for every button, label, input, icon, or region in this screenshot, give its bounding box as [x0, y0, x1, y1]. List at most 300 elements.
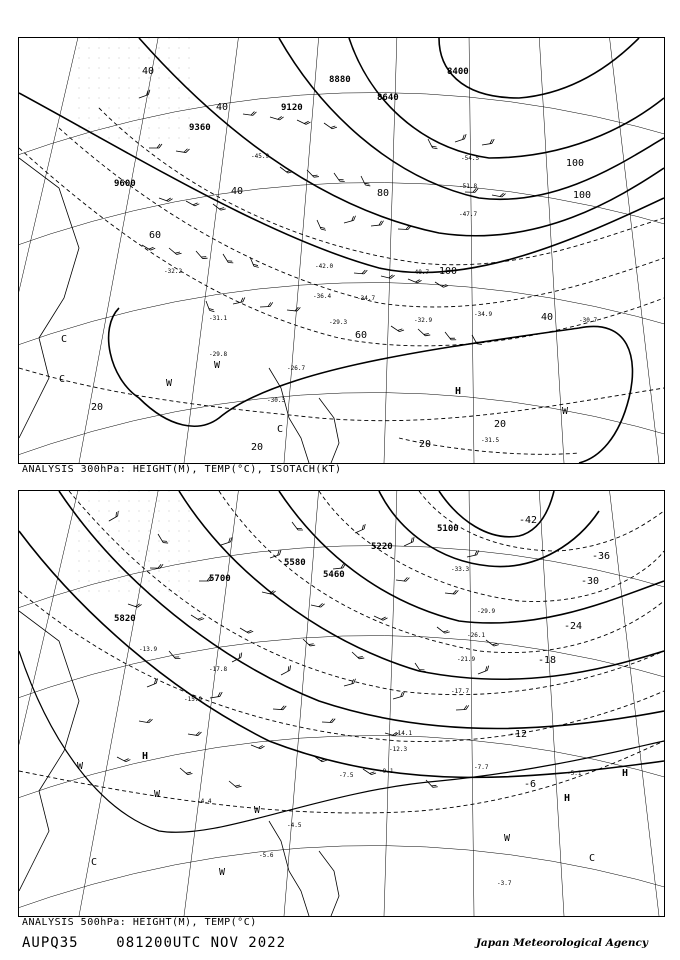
land-dot: [139, 551, 140, 552]
land-dot: [169, 48, 170, 49]
land-dot: [149, 581, 150, 582]
meridian-line: [184, 491, 239, 916]
isotherm-label: -24: [564, 621, 583, 632]
station-temp: -33.3: [451, 566, 470, 573]
land-dot: [189, 521, 190, 522]
station-temp: -4.5: [287, 822, 302, 829]
land-dot: [119, 118, 120, 119]
land-dot: [129, 48, 130, 49]
wind-barb: [481, 139, 494, 145]
station-temp: -12.3: [389, 746, 408, 753]
station-temp: -29.3: [329, 319, 348, 326]
land-dot: [89, 88, 90, 89]
wind-barb: [279, 665, 292, 675]
land-dot: [159, 551, 160, 552]
land-dot: [159, 591, 160, 592]
wind-barb: [381, 272, 395, 279]
meridian-line: [469, 491, 474, 916]
station-temp: -34.7: [357, 295, 376, 302]
land-dot: [169, 541, 170, 542]
land-dot: [149, 78, 150, 79]
land-dot: [159, 531, 160, 532]
land-dot: [159, 48, 160, 49]
land-dot: [139, 531, 140, 532]
land-dot: [129, 521, 130, 522]
isotach-label: 100: [566, 158, 585, 169]
land-dot: [159, 501, 160, 502]
land-dot: [189, 501, 190, 502]
land-dot: [139, 581, 140, 582]
high-center: H: [622, 768, 629, 779]
station-temp: -7.7: [474, 764, 489, 771]
high-center: H: [455, 386, 462, 397]
meridian-line: [284, 491, 319, 916]
land-dot: [89, 581, 90, 582]
station-temp: -21.9: [457, 656, 476, 663]
land-dot: [149, 108, 150, 109]
wind-barb: [396, 576, 409, 582]
station-temp: -54.5: [461, 155, 480, 162]
wind-barb: [229, 778, 242, 789]
wind-barb: [107, 511, 120, 521]
land-dot: [169, 531, 170, 532]
land-dot: [99, 571, 100, 572]
land-dot: [169, 591, 170, 592]
station-temp: -32.9: [414, 317, 433, 324]
isotherm-label: -30: [581, 576, 600, 587]
land-dot: [179, 531, 180, 532]
wind-barb: [128, 600, 142, 608]
land-dot: [169, 118, 170, 119]
land-dot: [129, 581, 130, 582]
height-contour: [19, 651, 664, 832]
coastline: [269, 821, 309, 916]
land-dot: [109, 591, 110, 592]
land-dot: [129, 138, 130, 139]
height-label: 5580: [284, 558, 306, 568]
land-dot: [89, 128, 90, 129]
height-label: 8640: [377, 93, 399, 103]
station-temp: -4.4: [197, 798, 212, 805]
land-dot: [99, 88, 100, 89]
land-dot: [189, 108, 190, 109]
wind-barb: [466, 550, 480, 557]
coastline: [19, 158, 79, 438]
land-dot: [99, 541, 100, 542]
land-dot: [119, 88, 120, 89]
land-dot: [99, 561, 100, 562]
land-dot: [189, 48, 190, 49]
land-dot: [129, 58, 130, 59]
wind-barb: [353, 524, 367, 533]
height-label: 5700: [209, 574, 231, 584]
isotach-label: 100: [439, 266, 458, 277]
wind-barb: [176, 147, 189, 153]
land-dot: [109, 511, 110, 512]
wind-barb: [354, 269, 367, 274]
land-dot: [149, 521, 150, 522]
land-dot: [149, 88, 150, 89]
wind-barb: [188, 730, 201, 736]
station-temp: -36.4: [313, 293, 332, 300]
land-dot: [119, 68, 120, 69]
isotach-label: 40: [541, 312, 554, 323]
map-500hpa: [19, 491, 664, 916]
land-dot: [89, 551, 90, 552]
land-dot: [149, 118, 150, 119]
land-dot: [129, 551, 130, 552]
land-dot: [159, 108, 160, 109]
station-temp: -30.7: [579, 317, 598, 324]
parallel-line: [19, 183, 664, 248]
land-dot: [159, 78, 160, 79]
land-dot: [99, 551, 100, 552]
isotach-label: 20: [419, 439, 432, 450]
land-dot: [149, 541, 150, 542]
map-300hpa: [19, 38, 664, 463]
land-dot: [89, 118, 90, 119]
land-dot: [169, 501, 170, 502]
station-temp: -47.7: [459, 211, 478, 218]
wind-barb: [297, 116, 310, 125]
wind-barb: [240, 625, 253, 635]
height-contour: [279, 38, 664, 199]
isotherm-label: -42: [519, 515, 538, 526]
wind-barb: [391, 323, 404, 334]
land-dot: [119, 48, 120, 49]
land-dot: [179, 128, 180, 129]
caption-300hpa: ANALYSIS 300hPa: HEIGHT(M), TEMP(°C), ISOTACH(KT): [22, 464, 342, 475]
land-dot: [139, 118, 140, 119]
warm-center: W: [166, 378, 173, 389]
warm-center: W: [219, 867, 226, 878]
meridian-line: [469, 38, 474, 463]
wind-barb: [371, 221, 384, 226]
wind-barb: [142, 242, 155, 252]
isotach-label: 40: [216, 102, 229, 113]
land-dot: [189, 58, 190, 59]
height-contour: [379, 491, 599, 567]
wind-barb: [333, 564, 346, 569]
chart-id-line: [22, 935, 286, 951]
land-dot: [149, 501, 150, 502]
coastline: [319, 851, 339, 916]
wind-barb: [223, 252, 233, 265]
land-dot: [109, 571, 110, 572]
land-dot: [169, 511, 170, 512]
land-dot: [89, 78, 90, 79]
warm-center: W: [154, 789, 161, 800]
land-dot: [179, 571, 180, 572]
land-dot: [109, 68, 110, 69]
land-dot: [79, 58, 80, 59]
wind-barb: [270, 113, 284, 121]
wind-barb: [361, 174, 370, 187]
land-dot: [169, 551, 170, 552]
land-dot: [79, 128, 80, 129]
wind-barb: [273, 705, 286, 710]
land-dot: [129, 511, 130, 512]
wind-barb: [408, 275, 422, 284]
land-dot: [89, 541, 90, 542]
station-temp: -26.1: [467, 632, 486, 639]
isotherm-contour: [219, 491, 664, 653]
land-dot: [179, 511, 180, 512]
land-dot: [89, 511, 90, 512]
land-dot: [89, 98, 90, 99]
land-dot: [179, 561, 180, 562]
land-dot: [89, 591, 90, 592]
meridian-line: [79, 491, 159, 916]
land-dot: [159, 571, 160, 572]
height-contour: [59, 491, 664, 729]
station-temp: -5.1: [567, 770, 582, 777]
land-dot: [189, 571, 190, 572]
land-dot: [179, 88, 180, 89]
isotherm-label: -6: [524, 779, 537, 790]
land-dot: [159, 511, 160, 512]
land-dot: [109, 581, 110, 582]
land-dot: [119, 138, 120, 139]
land-dot: [99, 521, 100, 522]
land-dot: [119, 581, 120, 582]
land-dot: [189, 541, 190, 542]
isotach-label: 20: [251, 442, 264, 453]
land-dot: [89, 68, 90, 69]
station-temp: -17.8: [209, 666, 228, 673]
land-dot: [79, 501, 80, 502]
land-dot: [99, 501, 100, 502]
land-dot: [149, 591, 150, 592]
station-temp: -30.3: [267, 397, 286, 404]
meridian-line: [79, 38, 162, 463]
land-dot: [159, 541, 160, 542]
land-dot: [149, 531, 150, 532]
height-label: 8880: [329, 75, 351, 85]
land-dot: [179, 58, 180, 59]
land-dot: [79, 48, 80, 49]
land-dot: [179, 68, 180, 69]
land-dot: [159, 128, 160, 129]
station-temp: -51.8: [459, 183, 478, 190]
wind-barb: [138, 90, 152, 98]
parallel-line: [19, 736, 664, 801]
land-dot: [119, 108, 120, 109]
wind-barb: [374, 612, 387, 621]
wind-barb: [343, 679, 357, 686]
land-dot: [169, 98, 170, 99]
land-dot: [189, 531, 190, 532]
land-dot: [129, 68, 130, 69]
land-dot: [119, 561, 120, 562]
wind-barb: [250, 255, 259, 269]
land-dot: [169, 521, 170, 522]
land-dot: [139, 108, 140, 109]
wind-barb: [437, 624, 450, 635]
wind-barb: [139, 717, 152, 723]
wind-barb: [191, 612, 204, 622]
land-dot: [189, 591, 190, 592]
wind-barb: [392, 692, 406, 699]
wind-barb: [220, 537, 234, 545]
land-dot: [179, 138, 180, 139]
land-dot: [109, 551, 110, 552]
isotherm-label: -18: [538, 655, 557, 666]
land-dot: [99, 48, 100, 49]
wind-barb: [426, 777, 438, 789]
land-dot: [79, 561, 80, 562]
land-dot: [79, 98, 80, 99]
height-contour: [139, 38, 664, 236]
land-dot: [129, 501, 130, 502]
land-dot: [179, 591, 180, 592]
land-dot: [139, 501, 140, 502]
land-dot: [169, 581, 170, 582]
land-dot: [99, 98, 100, 99]
land-dot: [109, 541, 110, 542]
land-dot: [189, 581, 190, 582]
land-dot: [149, 98, 150, 99]
land-dot: [139, 48, 140, 49]
parallel-line: [19, 846, 664, 911]
land-dot: [179, 501, 180, 502]
land-dot: [119, 551, 120, 552]
land-dot: [149, 138, 150, 139]
wind-barb: [243, 110, 256, 116]
land-dot: [129, 541, 130, 542]
land-dot: [119, 571, 120, 572]
cold-center: C: [59, 374, 66, 385]
wind-barb: [445, 589, 458, 594]
land-dot: [149, 58, 150, 59]
land-dot: [89, 501, 90, 502]
wind-barb: [117, 753, 130, 763]
land-dot: [139, 511, 140, 512]
wind-barb: [159, 194, 173, 202]
station-temp: -17.7: [451, 688, 470, 695]
wind-barb: [445, 330, 456, 343]
land-dot: [169, 571, 170, 572]
land-dot: [189, 68, 190, 69]
land-dot: [79, 591, 80, 592]
wind-barb: [232, 297, 246, 304]
warm-center: W: [214, 360, 221, 371]
wind-barb: [186, 198, 199, 208]
meridian-line: [184, 38, 239, 463]
land-dot: [169, 561, 170, 562]
wind-barb: [398, 225, 411, 230]
wind-barb: [324, 120, 337, 131]
wind-barb: [169, 245, 182, 256]
height-label: 9600: [114, 179, 136, 189]
land-dot: [119, 521, 120, 522]
land-dot: [79, 78, 80, 79]
land-dot: [189, 138, 190, 139]
height-label: 8400: [447, 67, 469, 77]
station-temp: -26.7: [287, 365, 306, 372]
wind-barb: [454, 134, 468, 142]
land-dot: [139, 561, 140, 562]
land-dot: [79, 511, 80, 512]
height-label: 5100: [437, 524, 459, 534]
land-dot: [99, 581, 100, 582]
station-temp: -3.7: [497, 880, 512, 887]
land-dot: [149, 551, 150, 552]
isotach-label: 60: [355, 330, 368, 341]
land-dot: [189, 511, 190, 512]
height-label: 5820: [114, 614, 136, 624]
land-dot: [79, 108, 80, 109]
land-dot: [89, 561, 90, 562]
meridian-line: [284, 38, 319, 463]
parallel-line: [19, 636, 664, 701]
land-dot: [89, 48, 90, 49]
wind-barb: [402, 537, 415, 546]
land-dot: [139, 68, 140, 69]
land-dot: [149, 571, 150, 572]
land-dot: [129, 98, 130, 99]
land-dot: [149, 511, 150, 512]
station-temp: -15.9: [184, 696, 203, 703]
land-dot: [119, 541, 120, 542]
isotach-label: 40: [231, 186, 244, 197]
land-dot: [169, 68, 170, 69]
station-temp: -34.9: [474, 311, 493, 318]
wind-barb: [307, 167, 319, 179]
station-temp: -42.0: [315, 263, 334, 270]
height-label: 5460: [323, 570, 345, 580]
land-dot: [119, 511, 120, 512]
isotach-label: 60: [149, 230, 162, 241]
station-temp: -7.5: [339, 772, 354, 779]
land-dot: [189, 98, 190, 99]
land-dot: [139, 541, 140, 542]
wind-barb: [435, 279, 448, 289]
land-dot: [129, 78, 130, 79]
station-temp: -14.1: [394, 730, 413, 737]
land-dot: [79, 531, 80, 532]
land-dot: [79, 138, 80, 139]
station-temp: -45.9: [251, 153, 270, 160]
height-label: 9360: [189, 123, 211, 133]
wind-barb: [149, 144, 162, 148]
meridian-line: [19, 491, 79, 916]
land-dot: [189, 551, 190, 552]
station-temp: -29.9: [477, 608, 496, 615]
product-code: AUPQ35: [22, 935, 79, 951]
station-temp: -31.5: [481, 437, 500, 444]
isotach-label: 80: [377, 188, 390, 199]
land-dot: [129, 88, 130, 89]
station-temp: -32.2: [164, 268, 183, 275]
caption-500hpa: ANALYSIS 500hPa: HEIGHT(M), TEMP(°C): [22, 917, 257, 928]
land-dot: [159, 88, 160, 89]
land-dot: [79, 571, 80, 572]
cold-center: C: [61, 334, 68, 345]
land-dot: [99, 68, 100, 69]
land-dot: [79, 118, 80, 119]
land-dot: [159, 138, 160, 139]
isotach-label: 40: [142, 66, 155, 77]
isotach-label: 100: [573, 190, 592, 201]
wind-barb: [158, 532, 168, 545]
land-dot: [169, 128, 170, 129]
land-dot: [139, 521, 140, 522]
height-label: 9120: [281, 103, 303, 113]
land-dot: [119, 501, 120, 502]
isotherm-label: -12: [509, 729, 528, 740]
wind-barb: [334, 171, 345, 184]
